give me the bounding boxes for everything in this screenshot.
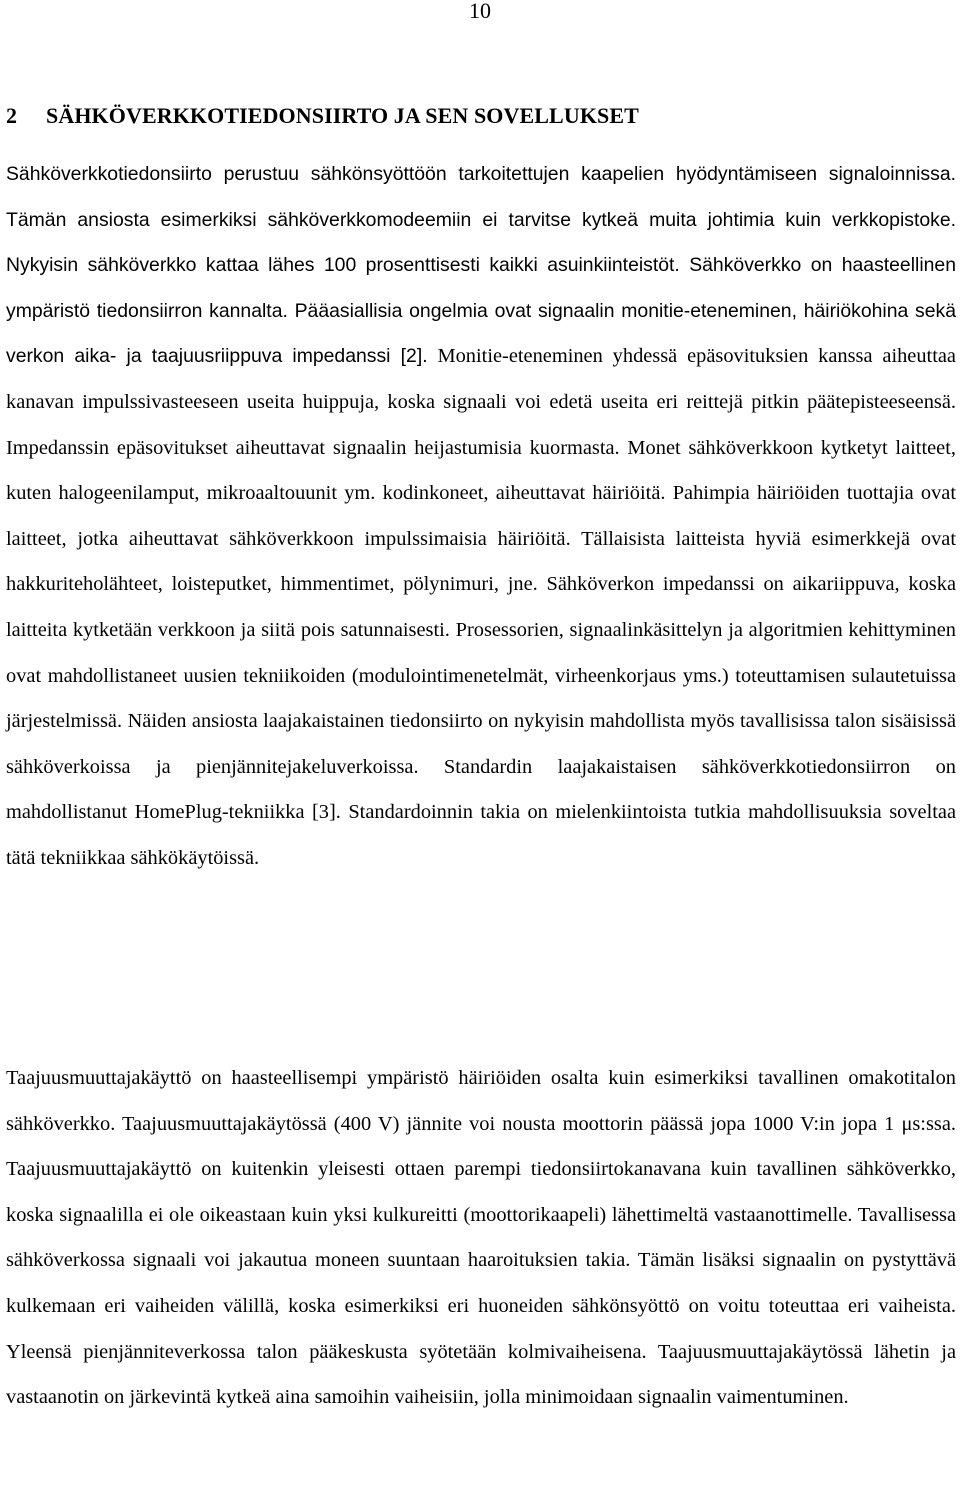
section-heading: [6, 101, 946, 131]
paragraph-sans-run: Sähköverkkotiedonsiirto perustuu sähkönsyöttöön tarkoitettujen kaapelien hyödyntämiseen signaloinnissa. Tämän ansiosta esimerkiksi sähköverkkomodeemiin ei tarvitse kytkeä muita johtimia kuin verkkopistoke. Nykyisin sähköverkko kattaa lähes 100 prosenttisesti kaikki asuinkiinteistöt. Sähköverkko on haasteellinen ympäristö tiedonsiirron kannalta. Pääasiallisia ongelmia ovat signaalin monitie-eteneminen, häiriökohina sekä verkon aika- ja taajuusriippuva impedanssi [2].: [6, 163, 956, 368]
page-number: 10: [469, 0, 491, 23]
paragraph-powerline-intro: [6, 152, 956, 882]
paragraph-serif-run: Monitie-eteneminen yhdessä epäsovituksien kanssa aiheuttaa kanavan impulssivasteeseen useita huippuja, koska signaali voi edetä useita eri reittejä pitkin päätepisteeseensä. Impedanssin epäsovitukset aiheuttavat signaalin heijastumisia kuormasta. Monet sähköverkkoon kytketyt laitteet, kuten halogeenilamput, mikroaaltouunit ym. kodinkoneet, aiheuttavat häiriöitä. Pahimpia häiriöiden tuottajia ovat laitteet, jotka aiheuttavat sähköverkkoon impulssimaisia häiriöitä. Tällaisista laitteista hyviä esimerkkejä ovat hakkuriteholähteet, loisteputket, himmentimet, pölynimuri, jne. Sähköverkon impedanssi on aikariippuva, koska laitteita kytketään verkkoon ja siitä pois satunnaisesti. Prosessorien, signaalinkäsittelyn ja algoritmien kehittyminen ovat mahdollistaneet uusien tekniikoiden (modulointimenetelmät, virheenkorjaus yms.) toteuttamisen sulautetuissa järjestelmissä. Näiden ansiosta laajakaistainen tiedonsiirto on nykyisin mahdollista myös tavallisissa talon sisäisissä sähköverkoissa ja pienjännitejakeluverkoissa. Standardin laajakaistaisen sähköverkkotiedonsiirron on mahdollistanut HomePlug-tekniikka [3]. Standardoinnin takia on mielenkiintoista tutkia mahdollisuuksia soveltaa tätä tekniikkaa sähkökäytöissä.: [6, 345, 956, 869]
paragraph-frequency-converter: Taajuusmuuttajakäyttö on haasteellisempi ympäristö häiriöiden osalta kuin esimerkiksi tavallinen omakotitalon sähköverkko. Taajuusmuuttajakäytössä (400 V) jännite voi nousta moottorin päässä jopa 1000 V:in jopa 1 μs:ssa. Taajuusmuuttajakäyttö on kuitenkin yleisesti ottaen parempi tiedonsiirtokanavana kuin tavallinen sähköverkko, koska signaalilla ei ole oikeastaan kuin yksi kulkureitti (moottorikaapeli) lähettimeltä vastaanottimelle. Tavallisessa sähköverkossa signaali voi jakautua moneen suuntaan haaroituksien takia. Tämän lisäksi signaalin on pystyttävä kulkemaan eri vaiheiden välillä, koska esimerkiksi eri huoneiden sähkönsyöttö on voitu toteuttaa eri vaiheista. Yleensä pienjänniteverkossa talon pääkeskusta syötetään kolmivaiheisena. Taajuusmuuttajakäytössä lähetin ja vastaanotin on järkevintä kytkeä aina samoihin vaiheisiin, jolla minimoidaan signaalin vaimentuminen.: [6, 1067, 956, 1409]
section-number: 2: [6, 103, 18, 128]
section-title: SÄHKÖVERKKOTIEDONSIIRTO JA SEN SOVELLUKSET: [46, 103, 639, 128]
